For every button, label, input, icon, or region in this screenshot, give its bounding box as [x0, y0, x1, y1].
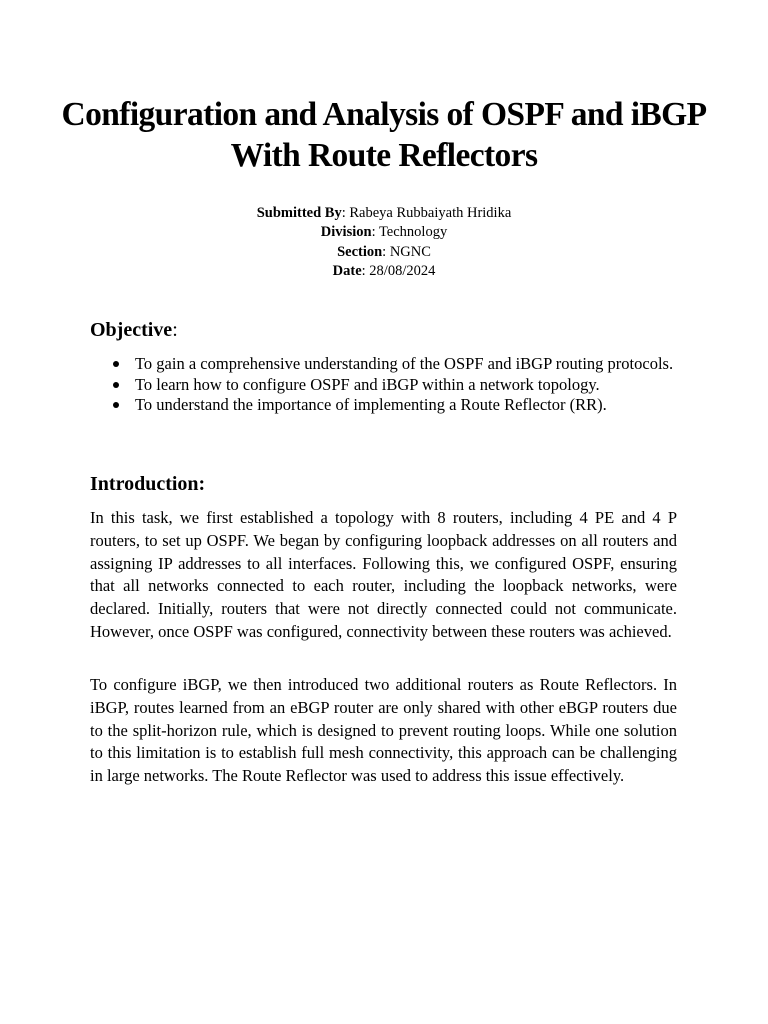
list-item [90, 375, 680, 396]
introduction-heading: Introduction: [90, 473, 206, 495]
objective-list [90, 354, 680, 416]
meta-value: : Rabeya Rubbaiyath Hridika [341, 205, 512, 221]
meta-label: Section [337, 243, 383, 260]
introduction-paragraph-1: In this task, we first established a topology with 8 routers, including 4 PE and 4 P routers, to set up OSPF. We began by configuring loopback addresses on all routers and assigning IP addresses to all interfaces. Following this, we configured OSPF, ensuring that all networks connected to each router, including the loopback networks, were declared. Initially, routers that were not directly connected could not communicate. However, once OSPF was configured, connectivity between these routers was achieved. [90, 508, 677, 641]
objective-heading-colon: : [172, 319, 178, 341]
meta-submitted-by [0, 204, 768, 223]
meta-label: Submitted By [256, 205, 342, 221]
list-item [90, 395, 680, 416]
meta-date [0, 262, 768, 281]
meta-division [0, 223, 768, 242]
list-item [90, 354, 680, 375]
bullet-icon [113, 402, 119, 408]
document-title: Configuration and Analysis of OSPF and iBGP With Route Reflectors [61, 96, 707, 174]
meta-value: : NGNC [382, 243, 431, 260]
bullet-icon [113, 361, 119, 367]
list-item-text: To gain a comprehensive understanding of the OSPF and iBGP routing protocols. [135, 354, 674, 373]
meta-label: Date [332, 262, 362, 279]
bullet-icon [113, 382, 119, 388]
meta-section [0, 243, 768, 262]
introduction-paragraph-2: To configure iBGP, we then introduced two additional routers as Route Reflectors. In iBGP, routes learned from an eBGP router are only shared with other eBGP routers due to the split-horizon rule, which is designed to prevent routing loops. While one solution to this limitation is to establish full mesh connectivity, this approach can be challenging in large networks. The Route Reflector was used to address this issue effectively. [90, 675, 677, 786]
meta-value: : Technology [371, 224, 448, 241]
meta-value: : 28/08/2024 [361, 262, 436, 279]
list-item-text: To understand the importance of implementing a Route Reflector (RR). [135, 395, 607, 414]
list-item-text: To learn how to configure OSPF and iBGP within a network topology. [135, 374, 600, 394]
objective-heading [90, 317, 178, 343]
objective-heading-text: Objective [90, 319, 173, 341]
author-info [0, 204, 768, 281]
meta-label: Division [320, 224, 372, 241]
